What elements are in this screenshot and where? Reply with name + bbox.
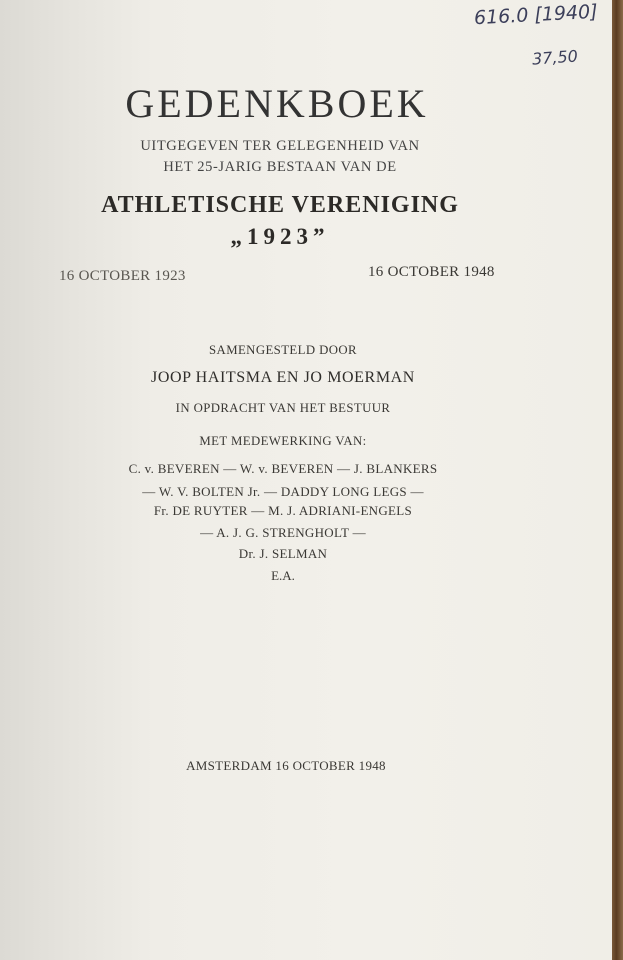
commission-line: IN OPDRACHT VAN HET BESTUUR — [175, 401, 391, 415]
anniversary-date: 16 OCTOBER 1948 — [368, 264, 495, 280]
subtitle-line-2: HET 25-JARIG BESTAAN VAN DE — [163, 159, 397, 175]
handwritten-price: 37,50 — [531, 46, 579, 69]
subtitle-line-1: UITGEGEVEN TER GELEGENHEID VAN — [140, 138, 420, 154]
club-year: „1923” — [230, 224, 330, 249]
founding-date: 16 OCTOBER 1923 — [59, 268, 186, 284]
contributor-line: C. v. BEVEREN — W. v. BEVEREN — J. BLANKERS — [128, 461, 438, 476]
contributor-line: — A. J. G. STRENGHOLT — — [200, 525, 366, 540]
handwritten-call-number: 616.0 [1940] — [473, 0, 599, 30]
contributor-line: Dr. J. SELMAN — [238, 546, 328, 561]
compiled-by-label: SAMENGESTELD DOOR — [209, 343, 357, 357]
club-name: ATHLETISCHE VERENIGING — [101, 192, 459, 218]
contributor-line: Fr. DE RUYTER — M. J. ADRIANI-ENGELS — [153, 503, 413, 518]
book-binding-edge — [612, 0, 623, 960]
contributor-line: — W. V. BOLTEN Jr. — DADDY LONG LEGS — — [142, 484, 424, 499]
book-title: GEDENKBOEK — [125, 81, 429, 126]
place-and-date: AMSTERDAM 16 OCTOBER 1948 — [186, 758, 386, 773]
editors: JOOP HAITSMA EN JO MOERMAN — [151, 369, 415, 386]
et-alii: E.A. — [271, 568, 295, 583]
cooperation-label: MET MEDEWERKING VAN: — [199, 434, 367, 448]
